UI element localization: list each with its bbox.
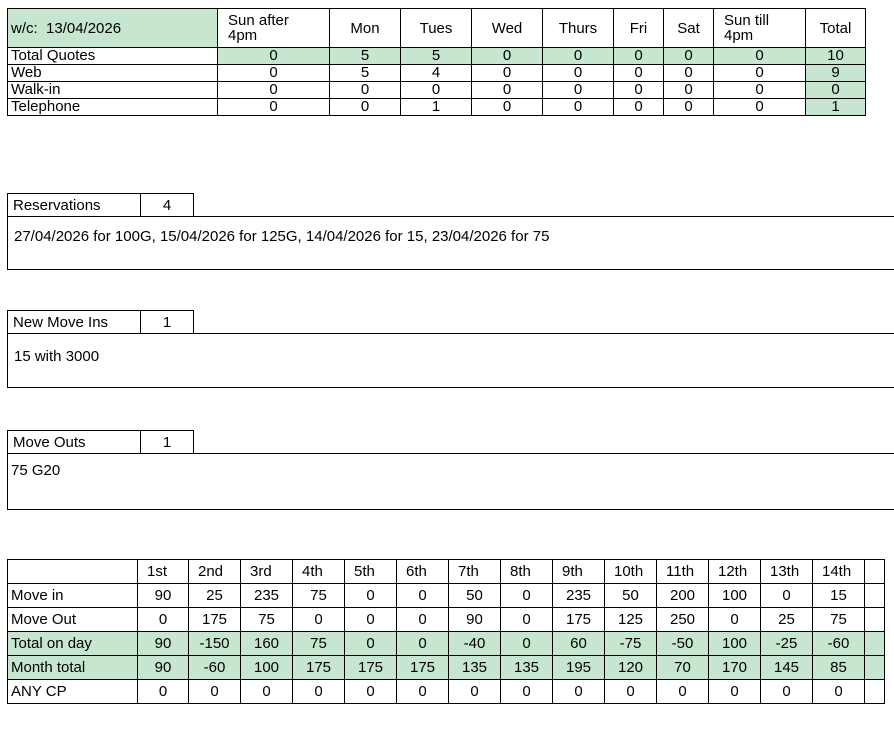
day-header: 12th bbox=[709, 560, 761, 584]
daily-cell: 175 bbox=[293, 656, 345, 680]
daily-cell: 0 bbox=[449, 680, 501, 704]
daily-cell: 75 bbox=[241, 608, 293, 632]
weekly-cell: 0 bbox=[218, 99, 330, 116]
daily-cell: 0 bbox=[501, 584, 553, 608]
daily-cell: 0 bbox=[397, 632, 449, 656]
daily-cell: 0 bbox=[709, 680, 761, 704]
daily-cell: 0 bbox=[293, 680, 345, 704]
daily-cell: 100 bbox=[709, 584, 761, 608]
daily-cell: 0 bbox=[138, 680, 189, 704]
day-header: 7th bbox=[449, 560, 501, 584]
col-header-fri: Fri bbox=[614, 9, 664, 48]
daily-cell: 85 bbox=[813, 656, 865, 680]
weekly-cell: 0 bbox=[472, 65, 543, 82]
daily-cell: 0 bbox=[345, 608, 397, 632]
weekly-cell: 5 bbox=[330, 48, 401, 65]
weekly-row bbox=[8, 82, 866, 99]
daily-cell: 125 bbox=[605, 608, 657, 632]
weekly-cell: 0 bbox=[472, 99, 543, 116]
daily-cell: 0 bbox=[345, 680, 397, 704]
weekly-cell: 0 bbox=[714, 48, 806, 65]
weekly-cell: 0 bbox=[664, 48, 714, 65]
daily-cell: -60 bbox=[813, 632, 865, 656]
weekly-cell: 0 bbox=[664, 99, 714, 116]
weekly-cell: 0 bbox=[472, 48, 543, 65]
weekly-cell: 0 bbox=[543, 82, 614, 99]
weekly-cell: 0 bbox=[218, 48, 330, 65]
week-label: w/c: bbox=[11, 19, 38, 37]
daily-overflow-cell bbox=[865, 656, 885, 680]
daily-cell: 90 bbox=[138, 584, 189, 608]
daily-cell: 200 bbox=[657, 584, 709, 608]
daily-cell: 0 bbox=[657, 680, 709, 704]
daily-overflow-cell bbox=[865, 560, 885, 584]
daily-movement-table bbox=[7, 559, 885, 704]
daily-cell: 90 bbox=[138, 632, 189, 656]
daily-cell: 0 bbox=[709, 608, 761, 632]
daily-cell: 195 bbox=[553, 656, 605, 680]
daily-cell: 75 bbox=[293, 632, 345, 656]
col-header-wed: Wed bbox=[472, 9, 543, 48]
weekly-row bbox=[8, 65, 866, 82]
daily-cell: 0 bbox=[397, 584, 449, 608]
daily-cell: 145 bbox=[761, 656, 813, 680]
daily-cell: 0 bbox=[761, 680, 813, 704]
weekly-quotes-table bbox=[7, 8, 866, 116]
weekly-cell: 0 bbox=[714, 65, 806, 82]
weekly-cell: 1 bbox=[401, 99, 472, 116]
weekly-cell: 0 bbox=[330, 82, 401, 99]
daily-cell: 60 bbox=[553, 632, 605, 656]
daily-cell: 0 bbox=[189, 680, 241, 704]
daily-cell: 175 bbox=[189, 608, 241, 632]
daily-cell: -75 bbox=[605, 632, 657, 656]
col-header-thurs: Thurs bbox=[543, 9, 614, 48]
day-header: 8th bbox=[501, 560, 553, 584]
day-header: 11th bbox=[657, 560, 709, 584]
weekly-cell: 0 bbox=[472, 82, 543, 99]
daily-row bbox=[8, 632, 885, 656]
daily-cell: 0 bbox=[501, 680, 553, 704]
day-header: 4th bbox=[293, 560, 345, 584]
daily-cell: 175 bbox=[397, 656, 449, 680]
day-header: 10th bbox=[605, 560, 657, 584]
daily-header-row bbox=[8, 560, 885, 584]
weekly-cell: 0 bbox=[614, 65, 664, 82]
weekly-cell: 0 bbox=[614, 82, 664, 99]
day-header: 9th bbox=[553, 560, 605, 584]
daily-cell: -40 bbox=[449, 632, 501, 656]
daily-cell: 160 bbox=[241, 632, 293, 656]
col-header-sun-till: Sun till 4pm bbox=[714, 9, 806, 48]
daily-row bbox=[8, 584, 885, 608]
daily-cell: 0 bbox=[501, 608, 553, 632]
daily-cell: 250 bbox=[657, 608, 709, 632]
weekly-cell: 0 bbox=[664, 65, 714, 82]
daily-cell: 0 bbox=[293, 608, 345, 632]
weekly-cell: 9 bbox=[806, 65, 866, 82]
daily-cell: 75 bbox=[293, 584, 345, 608]
daily-cell: 15 bbox=[813, 584, 865, 608]
daily-cell: 100 bbox=[709, 632, 761, 656]
daily-cell: 0 bbox=[138, 608, 189, 632]
week-commencing-cell bbox=[8, 9, 218, 48]
weekly-cell: 0 bbox=[614, 99, 664, 116]
daily-cell: 0 bbox=[397, 608, 449, 632]
weekly-row bbox=[8, 99, 866, 116]
weekly-row-label: Walk-in bbox=[8, 82, 218, 99]
move-outs-label: Move Outs bbox=[7, 430, 141, 454]
day-header: 1st bbox=[138, 560, 189, 584]
daily-cell: 235 bbox=[241, 584, 293, 608]
daily-cell: 25 bbox=[189, 584, 241, 608]
daily-cell: 0 bbox=[761, 584, 813, 608]
daily-overflow-cell bbox=[865, 680, 885, 704]
daily-cell: 175 bbox=[553, 608, 605, 632]
daily-row-label: Total on day bbox=[8, 632, 138, 656]
daily-cell: 90 bbox=[138, 656, 189, 680]
weekly-cell: 10 bbox=[806, 48, 866, 65]
daily-cell: 75 bbox=[813, 608, 865, 632]
weekly-cell: 0 bbox=[218, 65, 330, 82]
daily-cell: 0 bbox=[241, 680, 293, 704]
daily-overflow-cell bbox=[865, 632, 885, 656]
day-header: 13th bbox=[761, 560, 813, 584]
daily-overflow-cell bbox=[865, 608, 885, 632]
daily-cell: 0 bbox=[813, 680, 865, 704]
daily-cell: 135 bbox=[501, 656, 553, 680]
daily-cell: 50 bbox=[605, 584, 657, 608]
col-header-sat: Sat bbox=[664, 9, 714, 48]
day-header: 5th bbox=[345, 560, 397, 584]
daily-cell: 90 bbox=[449, 608, 501, 632]
daily-row-label: Month total bbox=[8, 656, 138, 680]
daily-cell: -50 bbox=[657, 632, 709, 656]
weekly-cell: 0 bbox=[664, 82, 714, 99]
col-header-tues: Tues bbox=[401, 9, 472, 48]
move-ins-label: New Move Ins bbox=[7, 310, 141, 334]
col-header-total: Total bbox=[806, 9, 866, 48]
day-header: 14th bbox=[813, 560, 865, 584]
weekly-row-label: Total Quotes bbox=[8, 48, 218, 65]
move-outs-count: 1 bbox=[141, 430, 194, 454]
daily-cell: -150 bbox=[189, 632, 241, 656]
daily-cell: 100 bbox=[241, 656, 293, 680]
day-header: 2nd bbox=[189, 560, 241, 584]
weekly-cell: 1 bbox=[806, 99, 866, 116]
weekly-header-row bbox=[8, 9, 866, 48]
weekly-row-label: Web bbox=[8, 65, 218, 82]
weekly-cell: 0 bbox=[543, 99, 614, 116]
day-header: 3rd bbox=[241, 560, 293, 584]
daily-cell: 70 bbox=[657, 656, 709, 680]
daily-cell: 50 bbox=[449, 584, 501, 608]
week-date: 13/04/2026 bbox=[46, 19, 122, 37]
reservations-label: Reservations bbox=[7, 193, 141, 217]
weekly-cell: 0 bbox=[714, 99, 806, 116]
weekly-cell: 0 bbox=[543, 48, 614, 65]
col-header-mon: Mon bbox=[330, 9, 401, 48]
daily-row-label: Move Out bbox=[8, 608, 138, 632]
daily-cell: 0 bbox=[605, 680, 657, 704]
weekly-cell: 0 bbox=[543, 65, 614, 82]
daily-cell: 0 bbox=[397, 680, 449, 704]
weekly-cell: 0 bbox=[714, 82, 806, 99]
move-ins-details: 15 with 3000 bbox=[7, 333, 894, 388]
daily-cell: 170 bbox=[709, 656, 761, 680]
day-header: 6th bbox=[397, 560, 449, 584]
weekly-cell: 4 bbox=[401, 65, 472, 82]
col-header-sun-after: Sun after 4pm bbox=[218, 9, 330, 48]
weekly-cell: 0 bbox=[401, 82, 472, 99]
daily-cell: 0 bbox=[345, 632, 397, 656]
daily-cell: 0 bbox=[345, 584, 397, 608]
daily-cell: 0 bbox=[501, 632, 553, 656]
daily-row bbox=[8, 656, 885, 680]
daily-cell: 235 bbox=[553, 584, 605, 608]
weekly-row bbox=[8, 48, 866, 65]
daily-row-label: ANY CP bbox=[8, 680, 138, 704]
daily-cell: 25 bbox=[761, 608, 813, 632]
daily-cell: 135 bbox=[449, 656, 501, 680]
reservations-details: 27/04/2026 for 100G, 15/04/2026 for 125G, 14/04/2026 for 15, 23/04/2026 for 75 bbox=[7, 216, 894, 270]
daily-row-label: Move in bbox=[8, 584, 138, 608]
weekly-cell: 0 bbox=[218, 82, 330, 99]
weekly-cell: 5 bbox=[330, 65, 401, 82]
weekly-row-label: Telephone bbox=[8, 99, 218, 116]
weekly-cell: 0 bbox=[614, 48, 664, 65]
move-ins-count: 1 bbox=[141, 310, 194, 334]
weekly-cell: 0 bbox=[806, 82, 866, 99]
weekly-cell: 0 bbox=[330, 99, 401, 116]
daily-corner-cell bbox=[8, 560, 138, 584]
daily-row bbox=[8, 608, 885, 632]
daily-cell: 175 bbox=[345, 656, 397, 680]
daily-cell: -60 bbox=[189, 656, 241, 680]
daily-overflow-cell bbox=[865, 584, 885, 608]
daily-cell: 0 bbox=[553, 680, 605, 704]
move-outs-details: 75 G20 bbox=[7, 453, 894, 510]
weekly-cell: 5 bbox=[401, 48, 472, 65]
reservations-count: 4 bbox=[141, 193, 194, 217]
daily-cell: 120 bbox=[605, 656, 657, 680]
daily-cell: -25 bbox=[761, 632, 813, 656]
daily-row bbox=[8, 680, 885, 704]
